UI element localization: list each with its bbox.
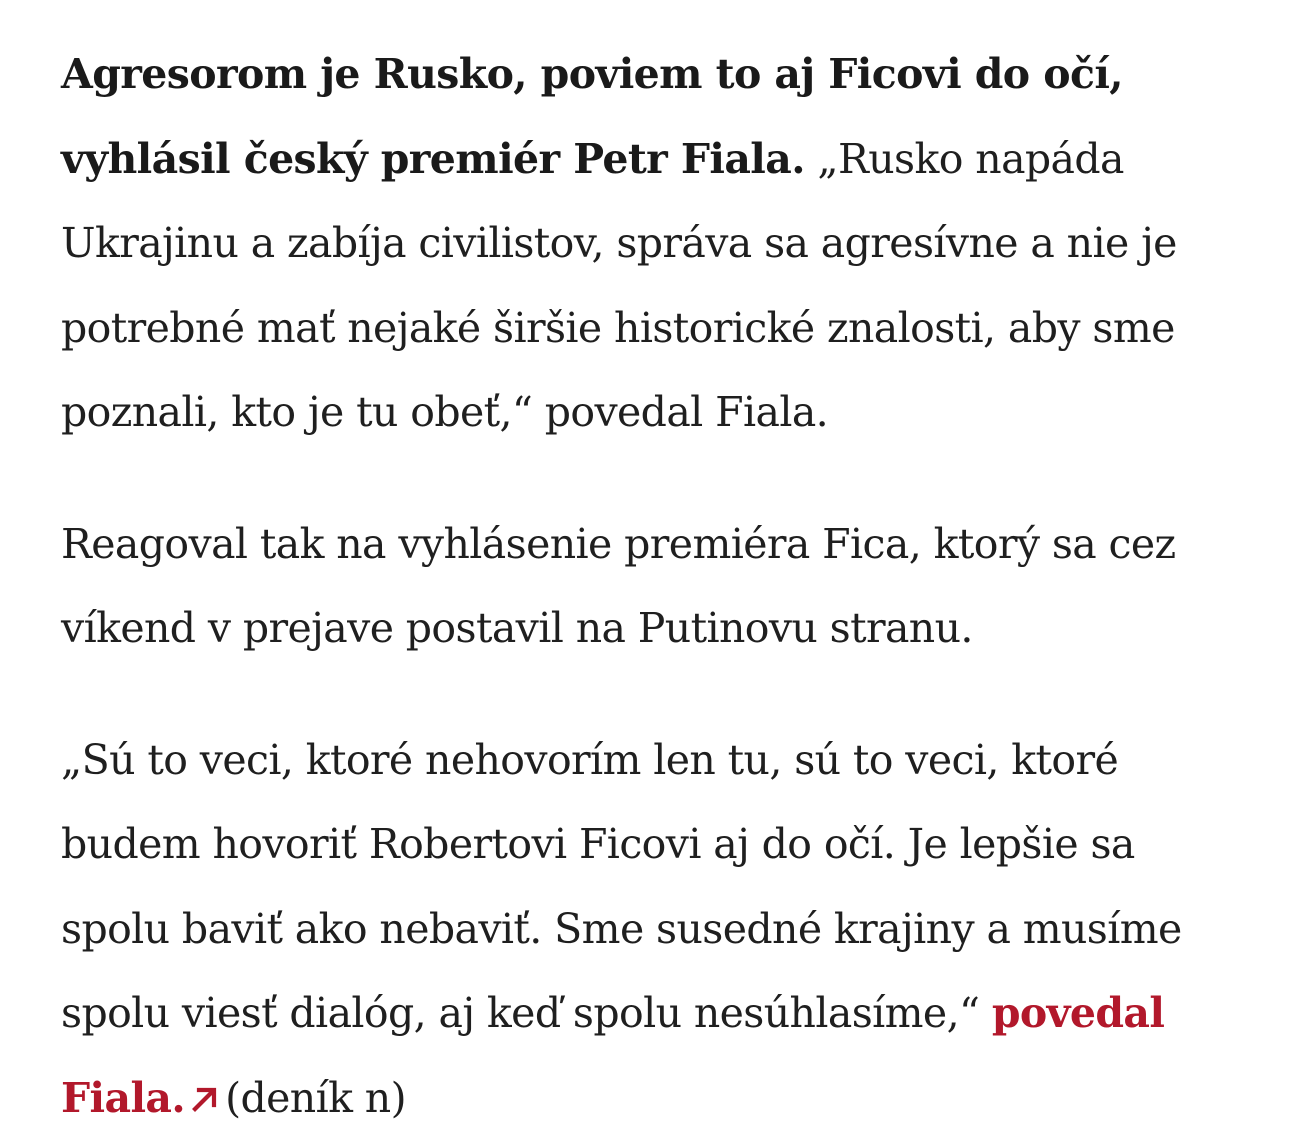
external-link-arrow-icon bbox=[189, 1084, 219, 1114]
paragraph-1-text: „Rusko napáda Ukrajinu a zabíja civilistov, správa sa agresívne a nie je potrebné mať nejaké širšie historické znalosti, aby sme poznali, kto je tu obeť,“ povedal Fiala. bbox=[61, 135, 1177, 437]
paragraph-3 bbox=[61, 718, 1241, 1140]
source-attribution: (deník n) bbox=[225, 1074, 406, 1122]
lead-text: Agresorom je Rusko, poviem to aj Ficovi do očí, vyhlásil český premiér Petr Fiala. bbox=[61, 50, 1123, 183]
paragraph-3-text: „Sú to veci, ktoré nehovorím len tu, sú to veci, ktoré budem hovoriť Robertovi Ficovi aj do očí. Je lepšie sa spolu baviť ako nebaviť. Sme susedné krajiny a musíme spolu viesť dialóg, aj keď spolu nesúhlasíme,“ bbox=[61, 736, 1182, 1038]
source-link-label: povedal Fiala. bbox=[61, 989, 1164, 1122]
article-body bbox=[61, 32, 1241, 1140]
paragraph-2-text: Reagoval tak na vyhlásenie premiéra Fica, ktorý sa cez víkend v prejave postavil na Putinovu stranu. bbox=[61, 520, 1176, 653]
paragraph-1 bbox=[61, 32, 1241, 455]
paragraph-2 bbox=[61, 502, 1241, 671]
